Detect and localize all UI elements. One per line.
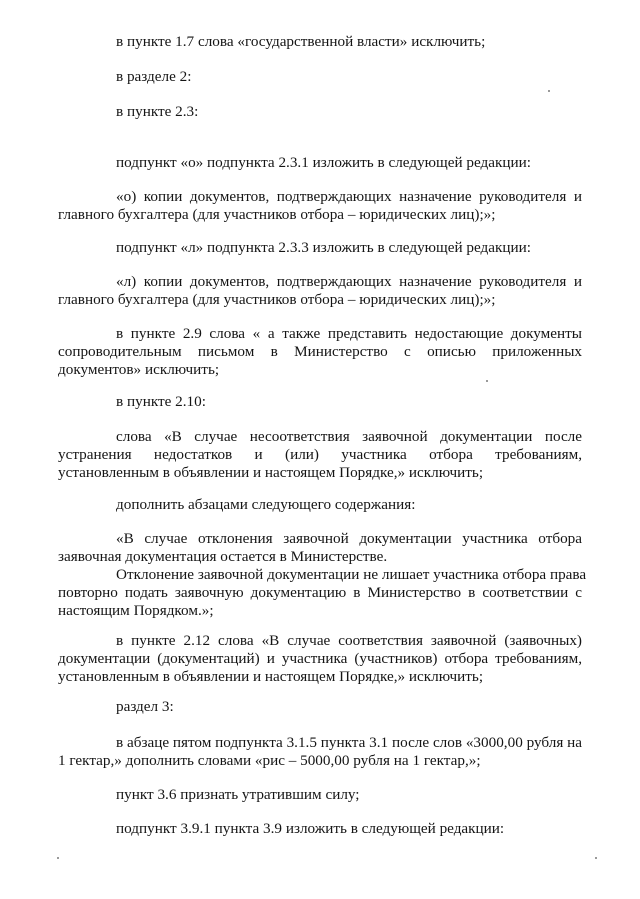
text-line: главного бухгалтера (для участников отбора – юридических лиц);»; bbox=[58, 206, 496, 223]
text-line: настоящим Порядком.»; bbox=[58, 602, 214, 619]
text-line: подпункт «о» подпункта 2.3.1 изложить в следующей редакции: bbox=[116, 154, 531, 171]
text-line: Отклонение заявочной документации не лишает участника отбора права bbox=[116, 566, 587, 583]
text-line: в разделе 2: bbox=[116, 68, 192, 85]
text-line: слова «В случае несоответствия заявочной документации после bbox=[116, 428, 582, 445]
scan-speck bbox=[486, 380, 488, 382]
text-line: сопроводительным письмом в Министерство с описью приложенных bbox=[58, 343, 582, 360]
text-line: подпункт 3.9.1 пункта 3.9 изложить в следующей редакции: bbox=[116, 820, 505, 837]
text-line: в пункте 2.3: bbox=[116, 103, 199, 120]
text-line: установленным в объявлении и настоящем Порядке,» исключить; bbox=[58, 668, 484, 685]
text-line: раздел 3: bbox=[116, 698, 174, 715]
text-line: документации (документаций) и участника (участников) отбора требованиям, bbox=[58, 650, 582, 667]
text-line: устранения недостатков и (или) участника отбора требованиям, bbox=[58, 446, 582, 463]
text-line: «В случае отклонения заявочной документации участника отбора bbox=[116, 530, 582, 547]
text-line: в абзаце пятом подпункта 3.1.5 пункта 3.1 после слов «3000,00 рубля на bbox=[116, 734, 582, 751]
scan-speck bbox=[595, 857, 597, 859]
text-line: в пункте 2.12 слова «В случае соответствия заявочной (заявочных) bbox=[116, 632, 582, 649]
scan-speck bbox=[57, 857, 59, 859]
text-line: в пункте 2.10: bbox=[116, 393, 206, 410]
text-line: главного бухгалтера (для участников отбора – юридических лиц);»; bbox=[58, 291, 496, 308]
text-line: дополнить абзацами следующего содержания: bbox=[116, 496, 416, 513]
text-line: документов» исключить; bbox=[58, 361, 220, 378]
text-line: заявочная документация остается в Министерстве. bbox=[58, 548, 388, 565]
text-line: 1 гектар,» дополнить словами «рис – 5000,00 рубля на 1 гектар,»; bbox=[58, 752, 481, 769]
text-line: «л) копии документов, подтверждающих назначение руководителя и bbox=[116, 273, 582, 290]
text-line: пункт 3.6 признать утратившим силу; bbox=[116, 786, 360, 803]
text-line: повторно подать заявочную документацию в Министерство в соответствии с bbox=[58, 584, 582, 601]
text-line: в пункте 1.7 слова «государственной власти» исключить; bbox=[116, 33, 486, 50]
text-line: «о) копии документов, подтверждающих назначение руководителя и bbox=[116, 188, 582, 205]
text-line: подпункт «л» подпункта 2.3.3 изложить в следующей редакции: bbox=[116, 239, 531, 256]
text-line: установленным в объявлении и настоящем Порядке,» исключить; bbox=[58, 464, 484, 481]
scan-speck bbox=[548, 90, 550, 92]
text-line: в пункте 2.9 слова « а также представить недостающие документы bbox=[116, 325, 582, 342]
